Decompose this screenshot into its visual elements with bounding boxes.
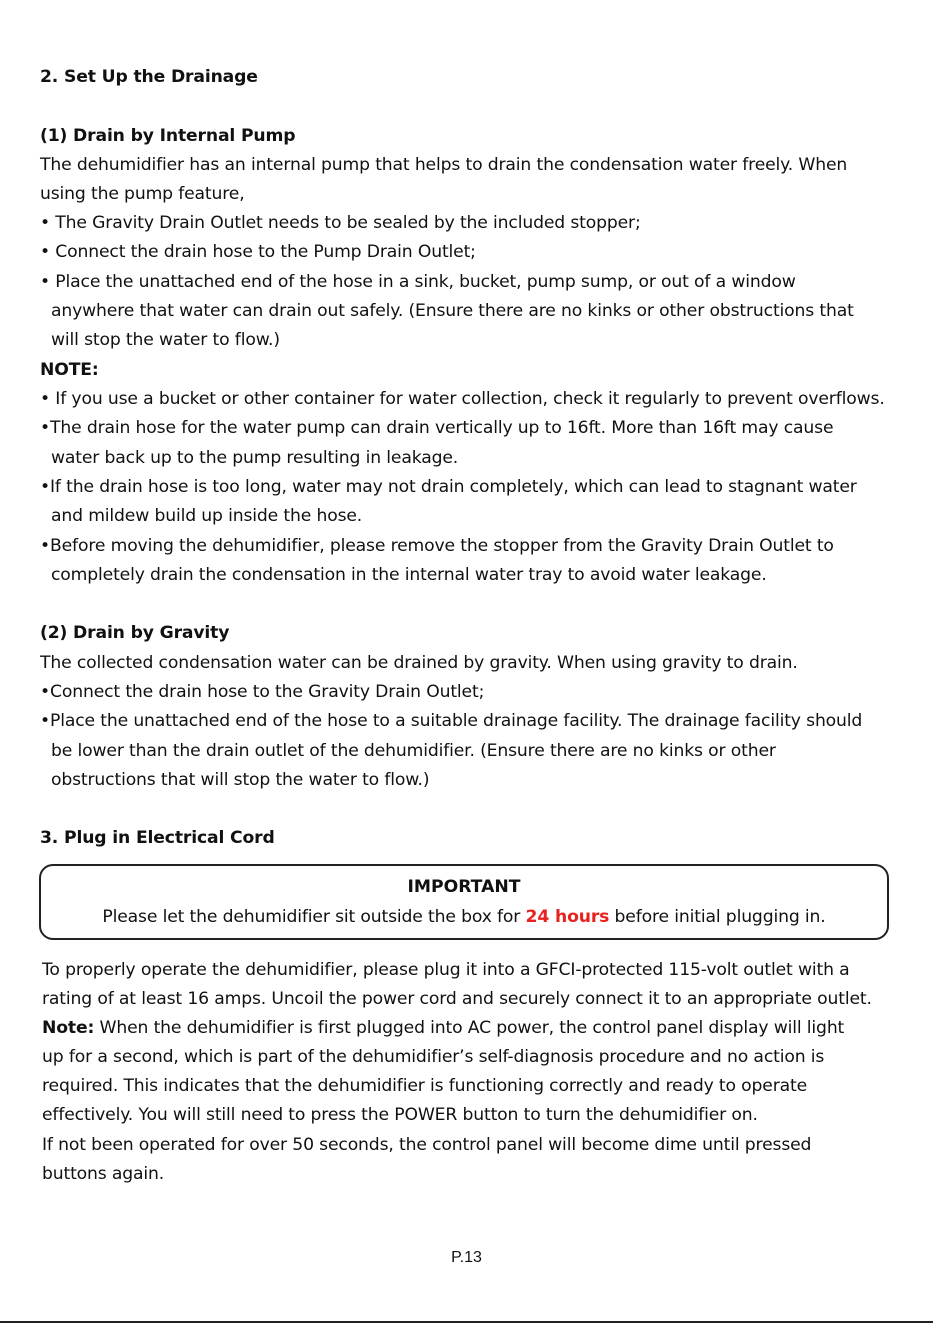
note-continuation: and mildew build up inside the hose.	[51, 506, 363, 526]
paragraph-line: The collected condensation water can be drained by gravity. When using gravity to drain.	[40, 653, 798, 673]
note-continuation: completely drain the condensation in the internal water tray to avoid water leakage.	[51, 565, 767, 585]
paragraph-line: To properly operate the dehumidifier, please plug it into a GFCI-protected 115-volt outlet with a	[42, 960, 850, 980]
bottom-rule	[0, 1321, 933, 1323]
bullet-continuation: obstructions that will stop the water to flow.)	[51, 770, 430, 790]
note-text: When the dehumidifier is first plugged into AC power, the control panel display will light	[94, 1018, 845, 1038]
paragraph-line: using the pump feature,	[40, 184, 245, 204]
paragraph-line: If not been operated for over 50 seconds, the control panel will become dime until pressed	[42, 1135, 812, 1155]
important-text-before: Please let the dehumidifier sit outside the box for	[102, 907, 526, 927]
paragraph-line: The dehumidifier has an internal pump that helps to drain the condensation water freely. When	[40, 155, 848, 175]
important-text	[41, 906, 887, 928]
bullet-item: • Connect the drain hose to the Pump Drain Outlet;	[40, 242, 476, 262]
bullet-continuation: will stop the water to flow.)	[51, 330, 280, 350]
subsection-internal-pump-heading: (1) Drain by Internal Pump	[40, 126, 296, 146]
note-item: • If you use a bucket or other container for water collection, check it regularly to prevent overflows.	[40, 389, 885, 409]
section-2-heading: 2. Set Up the Drainage	[40, 67, 258, 87]
note-item: •Before moving the dehumidifier, please remove the stopper from the Gravity Drain Outlet to	[40, 536, 834, 556]
bullet-item: • The Gravity Drain Outlet needs to be sealed by the included stopper;	[40, 213, 641, 233]
note-paragraph-first-line	[42, 1017, 844, 1039]
note-label: NOTE:	[40, 360, 99, 380]
section-3-heading: 3. Plug in Electrical Cord	[40, 828, 275, 848]
paragraph-line: required. This indicates that the dehumidifier is functioning correctly and ready to operate	[42, 1076, 808, 1096]
note-item: •The drain hose for the water pump can drain vertically up to 16ft. More than 16ft may cause	[40, 418, 834, 438]
important-title: IMPORTANT	[407, 877, 521, 897]
bullet-continuation: anywhere that water can drain out safely. (Ensure there are no kinks or other obstructions that	[51, 301, 854, 321]
paragraph-line: rating of at least 16 amps. Uncoil the power cord and securely connect it to an appropriate outlet.	[42, 989, 872, 1009]
note-label: Note:	[42, 1018, 95, 1038]
note-item: •If the drain hose is too long, water may not drain completely, which can lead to stagnant water	[40, 477, 857, 497]
bullet-item: • Place the unattached end of the hose in a sink, bucket, pump sump, or out of a window	[40, 272, 796, 292]
paragraph-line: buttons again.	[42, 1164, 165, 1184]
important-text-after: before initial plugging in.	[609, 907, 826, 927]
paragraph-line: effectively. You will still need to press the POWER button to turn the dehumidifier on.	[42, 1105, 758, 1125]
important-notice-box	[39, 864, 889, 940]
subsection-gravity-heading: (2) Drain by Gravity	[40, 623, 230, 643]
highlight-24-hours: 24 hours	[525, 907, 610, 927]
bullet-item: •Connect the drain hose to the Gravity Drain Outlet;	[40, 682, 485, 702]
page-number: P.13	[451, 1249, 482, 1266]
bullet-item: •Place the unattached end of the hose to a suitable drainage facility. The drainage facility should	[40, 711, 863, 731]
bullet-continuation: be lower than the drain outlet of the dehumidifier. (Ensure there are no kinks or other	[51, 741, 776, 761]
note-continuation: water back up to the pump resulting in leakage.	[51, 448, 459, 468]
paragraph-line: up for a second, which is part of the dehumidifier’s self-diagnosis procedure and no action is	[42, 1047, 825, 1067]
